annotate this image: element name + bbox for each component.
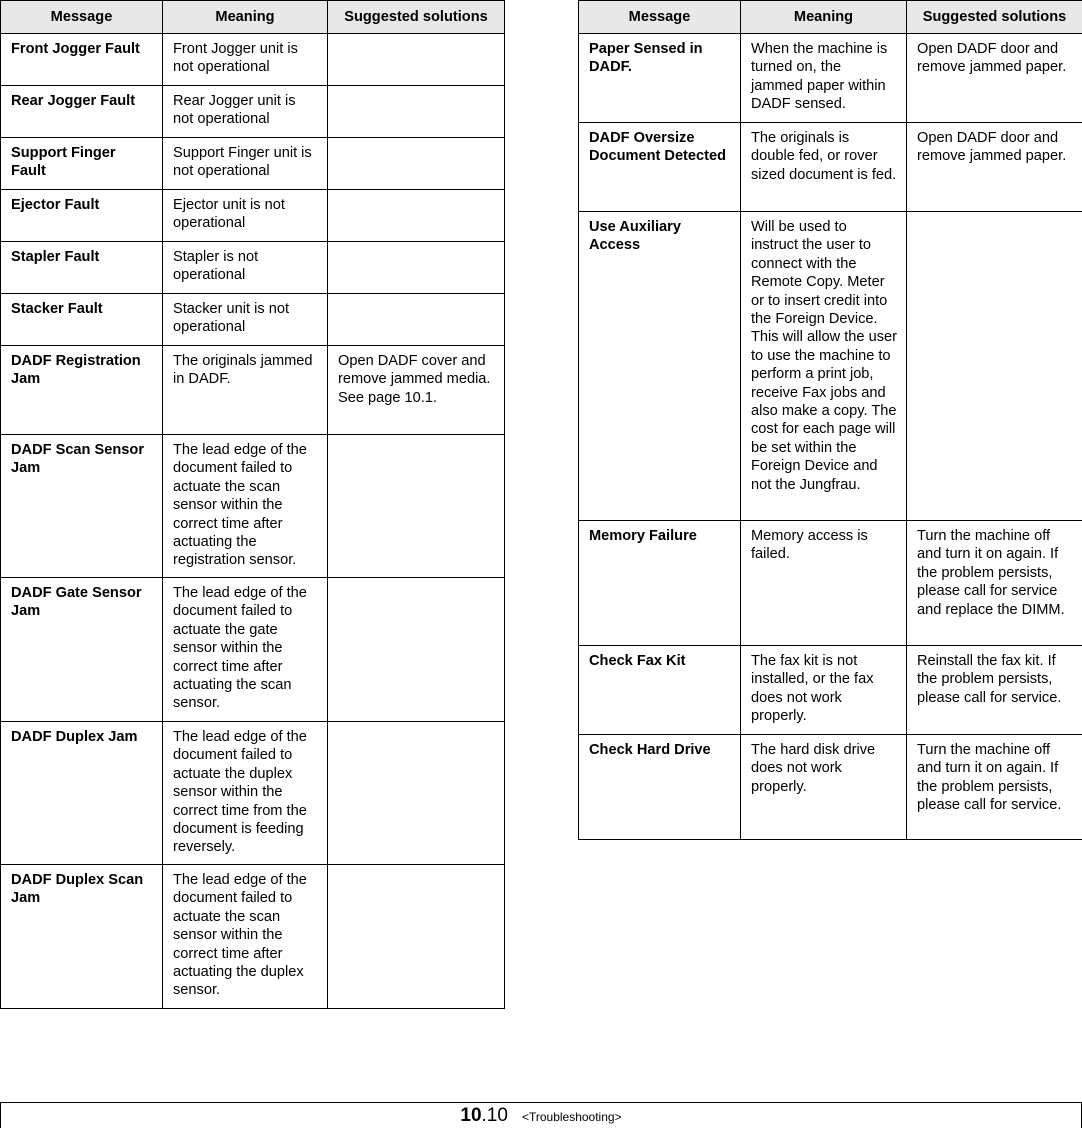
meaning-cell: When the machine is turned on, the jammed paper within DADF sensed.	[741, 34, 907, 123]
table-header-row	[579, 1, 1082, 34]
meaning-cell: Rear Jogger unit is not operational	[163, 86, 328, 138]
table-row	[1, 346, 505, 435]
solution-cell	[907, 212, 1082, 521]
message-cell: DADF Oversize Document Detected	[579, 123, 741, 212]
header-message: Message	[1, 1, 163, 34]
solution-cell	[328, 86, 505, 138]
table-header-row	[1, 1, 505, 34]
solution-cell: Open DADF door and remove jammed paper.	[907, 34, 1082, 123]
table-row	[1, 865, 505, 1009]
solution-cell: Open DADF door and remove jammed paper.	[907, 123, 1082, 212]
table-row	[1, 138, 505, 190]
meaning-cell: The fax kit is not installed, or the fax does not work properly.	[741, 646, 907, 735]
meaning-cell: Ejector unit is not operational	[163, 190, 328, 242]
page-number-chapter: 10	[460, 1105, 481, 1126]
solution-cell: Open DADF cover and remove jammed media. See page 10.1.	[328, 346, 505, 435]
solution-cell	[328, 190, 505, 242]
meaning-cell: The lead edge of the document failed to actuate the scan sensor within the correct time after actuating the duplex sensor.	[163, 865, 328, 1009]
solution-cell	[328, 722, 505, 865]
header-meaning: Meaning	[741, 1, 907, 34]
message-cell: Front Jogger Fault	[1, 34, 163, 86]
table-row	[1, 242, 505, 294]
table-row	[1, 435, 505, 578]
table-row	[579, 646, 1082, 735]
meaning-cell: The originals is double fed, or rover sized document is fed.	[741, 123, 907, 212]
header-solutions: Suggested solutions	[907, 1, 1082, 34]
table-row	[1, 294, 505, 346]
table-row	[1, 86, 505, 138]
right-troubleshooting-table	[578, 0, 1082, 840]
table-row	[579, 123, 1082, 212]
solution-cell	[328, 578, 505, 722]
meaning-cell: Stacker unit is not operational	[163, 294, 328, 346]
meaning-cell: The originals jammed in DADF.	[163, 346, 328, 435]
meaning-cell: The lead edge of the document failed to actuate the duplex sensor within the correct time from the document is feeding reversely.	[163, 722, 328, 865]
message-cell: Stacker Fault	[1, 294, 163, 346]
meaning-cell: Memory access is failed.	[741, 521, 907, 646]
meaning-cell: The lead edge of the document failed to actuate the scan sensor within the correct time after actuating the registration sensor.	[163, 435, 328, 578]
solution-cell	[328, 138, 505, 190]
meaning-cell: Support Finger unit is not operational	[163, 138, 328, 190]
table-row	[579, 212, 1082, 521]
solution-cell	[328, 865, 505, 1009]
solution-cell	[328, 294, 505, 346]
solution-cell	[328, 435, 505, 578]
table-row	[1, 722, 505, 865]
message-cell: Ejector Fault	[1, 190, 163, 242]
page-footer	[0, 1102, 1082, 1128]
meaning-cell: Front Jogger unit is not operational	[163, 34, 328, 86]
message-cell: DADF Scan Sensor Jam	[1, 435, 163, 578]
message-cell: Use Auxiliary Access	[579, 212, 741, 521]
message-cell: Support Finger Fault	[1, 138, 163, 190]
message-cell: Check Fax Kit	[579, 646, 741, 735]
solution-cell: Reinstall the fax kit. If the problem persists, please call for service.	[907, 646, 1082, 735]
meaning-cell: Will be used to instruct the user to connect with the Remote Copy. Meter or to insert credit into the Foreign Device. This will allow the user to use the machine to perform a print job, receive Fax jobs and also make a copy. The cost for each page will be set within the Foreign Device and not the Jungfrau.	[741, 212, 907, 521]
section-label: <Troubleshooting>	[522, 1110, 622, 1124]
message-cell: DADF Duplex Scan Jam	[1, 865, 163, 1009]
solution-cell	[328, 242, 505, 294]
solution-cell: Turn the machine off and turn it on again. If the problem persists, please call for service and replace the DIMM.	[907, 521, 1082, 646]
table-row	[1, 190, 505, 242]
meaning-cell: The lead edge of the document failed to actuate the gate sensor within the correct time after actuating the scan sensor.	[163, 578, 328, 722]
table-row	[579, 521, 1082, 646]
message-cell: DADF Gate Sensor Jam	[1, 578, 163, 722]
table-row	[1, 578, 505, 722]
table-row	[1, 34, 505, 86]
solution-cell: Turn the machine off and turn it on again. If the problem persists, please call for service.	[907, 735, 1082, 840]
meaning-cell: The hard disk drive does not work properly.	[741, 735, 907, 840]
meaning-cell: Stapler is not operational	[163, 242, 328, 294]
solution-cell	[328, 34, 505, 86]
table-row	[579, 34, 1082, 123]
message-cell: Stapler Fault	[1, 242, 163, 294]
message-cell: DADF Registration Jam	[1, 346, 163, 435]
header-message: Message	[579, 1, 741, 34]
left-troubleshooting-table	[0, 0, 505, 1009]
message-cell: Check Hard Drive	[579, 735, 741, 840]
message-cell: Rear Jogger Fault	[1, 86, 163, 138]
header-meaning: Meaning	[163, 1, 328, 34]
header-solutions: Suggested solutions	[328, 1, 505, 34]
message-cell: Paper Sensed in DADF.	[579, 34, 741, 123]
table-row	[579, 735, 1082, 840]
page-number-page: .10	[482, 1105, 508, 1126]
message-cell: Memory Failure	[579, 521, 741, 646]
message-cell: DADF Duplex Jam	[1, 722, 163, 865]
